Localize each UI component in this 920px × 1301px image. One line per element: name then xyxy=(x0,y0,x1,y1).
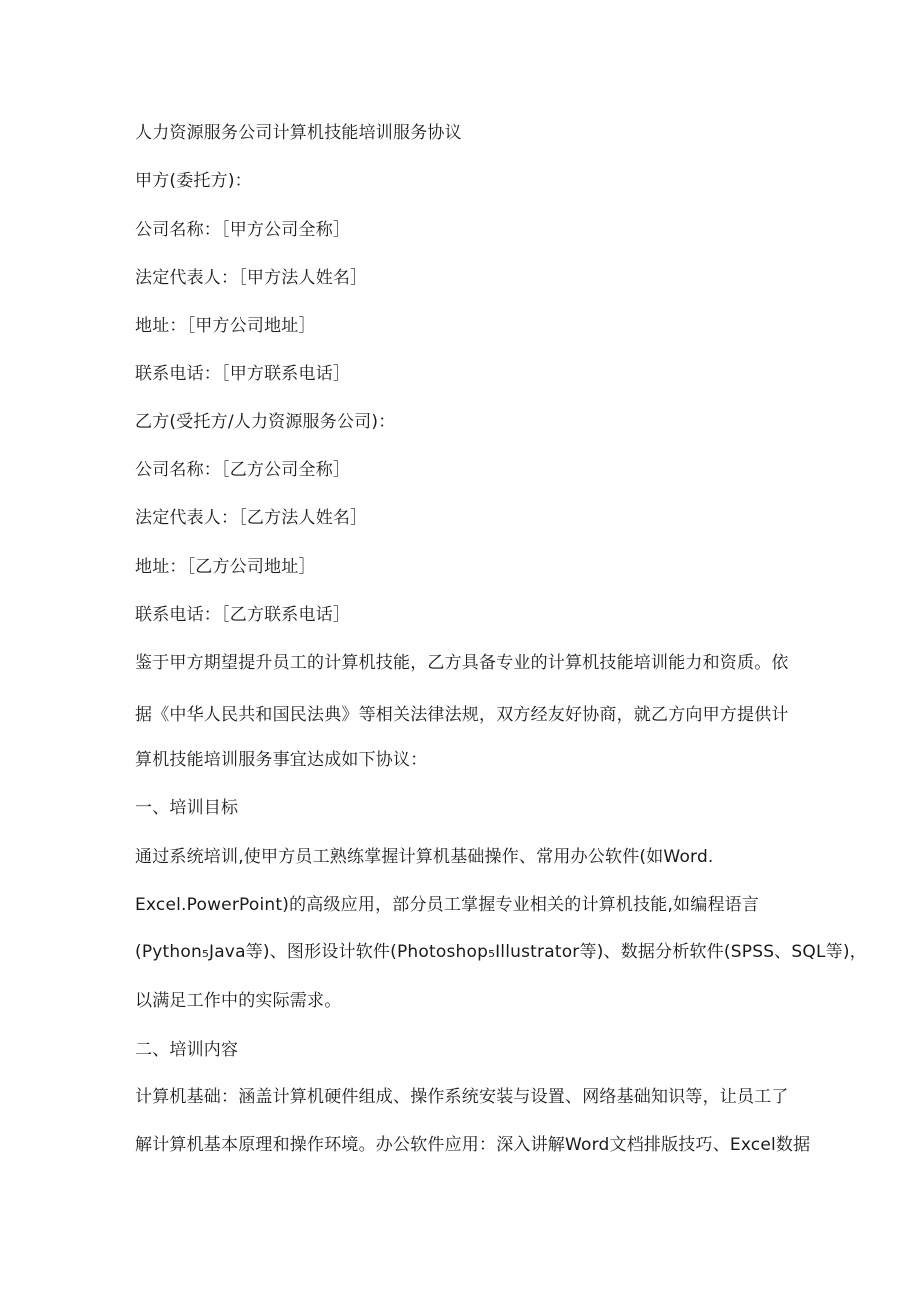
document-title: 人力资源服务公司计算机技能培训服务协议 xyxy=(135,123,462,143)
preamble-line: 据《中华人民共和国民法典》等相关法律法规，双方经友好协商，就乙方向甲方提供计 xyxy=(135,705,789,725)
section-1-heading: 一、培训目标 xyxy=(135,798,239,818)
party-a-phone: 联系电话：［甲方联系电话］ xyxy=(135,364,351,384)
section-2-line: 解计算机基本原理和操作环境。办公软件应用：深入讲解Word文档排版技巧、Excel数据 xyxy=(135,1135,811,1155)
party-b-company: 公司名称：［乙方公司全称］ xyxy=(135,460,351,480)
section-1-line: 通过系统培训,使甲方员工熟练掌握计算机基础操作、常用办公软件(如Word. xyxy=(135,847,714,867)
section-1-line: 以满足工作中的实际需求。 xyxy=(135,991,342,1011)
party-b-address: 地址：［乙方公司地址］ xyxy=(135,557,316,577)
party-a-company: 公司名称：［甲方公司全称］ xyxy=(135,220,351,240)
preamble-line: 鉴于甲方期望提升员工的计算机技能，乙方具备专业的计算机技能培训能力和资质。依 xyxy=(135,653,789,673)
party-b-heading: 乙方(受托方/人力资源服务公司)： xyxy=(135,412,396,432)
party-a-heading: 甲方(委托方)： xyxy=(135,171,252,191)
section-2-heading: 二、培训内容 xyxy=(135,1040,239,1060)
section-1-line: Excel.PowerPoint)的高级应用，部分员工掌握专业相关的计算机技能,如编程语言 xyxy=(135,895,760,915)
party-b-legal-rep: 法定代表人：［乙方法人姓名］ xyxy=(135,508,368,528)
section-1-line: (Python₅Java等)、图形设计软件(Photoshop₅Illustrator等)、数据分析软件(SPSS、SQL等)， xyxy=(135,942,867,962)
preamble-line: 算机技能培训服务事宜达成如下协议： xyxy=(135,750,428,770)
party-b-phone: 联系电话：［乙方联系电话］ xyxy=(135,605,351,625)
section-2-line: 计算机基础：涵盖计算机硬件组成、操作系统安装与设置、网络基础知识等，让员工了 xyxy=(135,1087,789,1107)
party-a-address: 地址：［甲方公司地址］ xyxy=(135,316,316,336)
party-a-legal-rep: 法定代表人：［甲方法人姓名］ xyxy=(135,268,368,288)
